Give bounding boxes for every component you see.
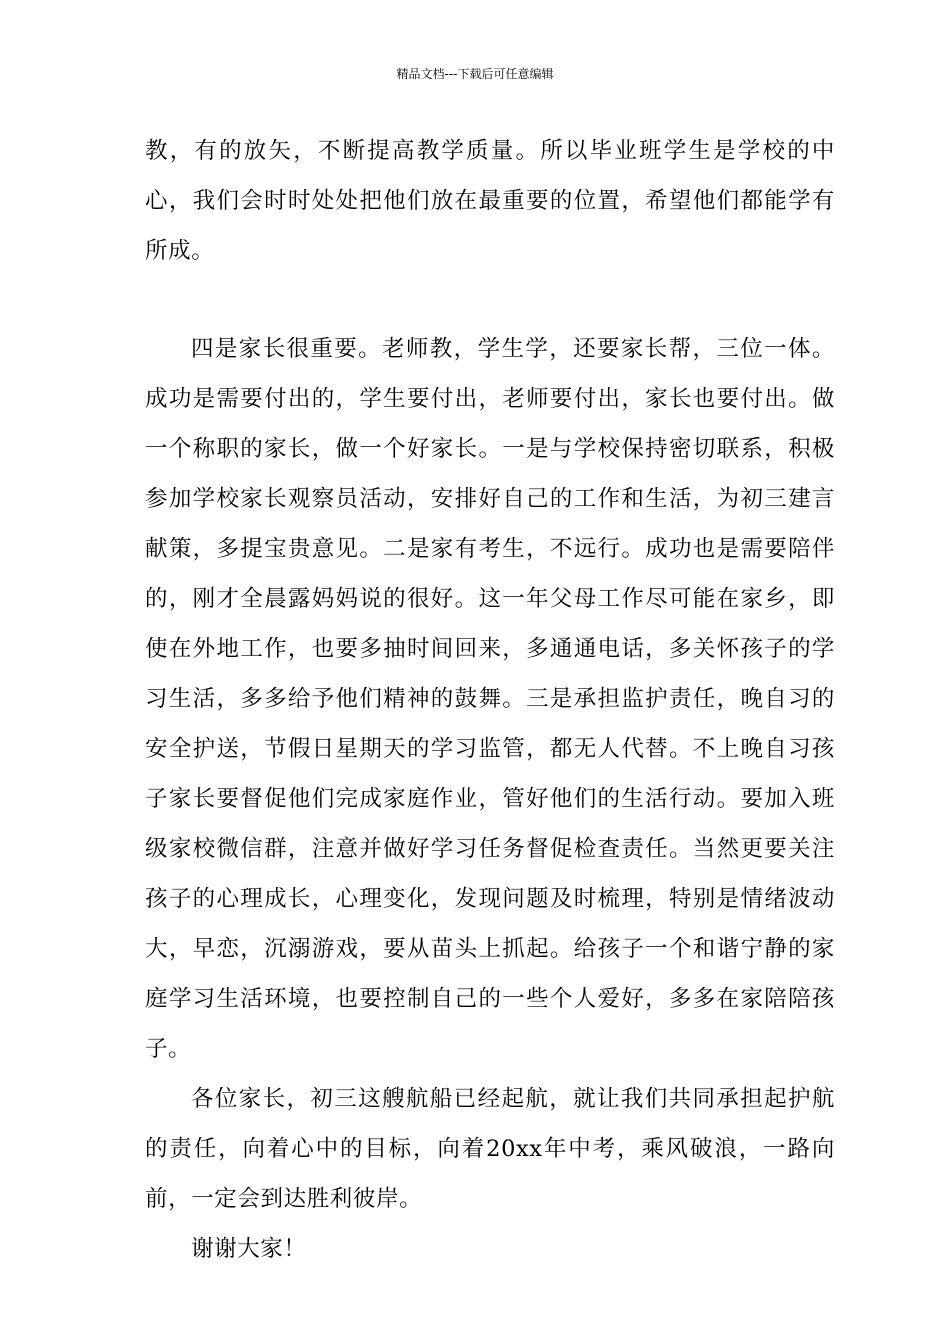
paragraph-continuation: 教，有的放矢，不断提高教学质量。所以毕业班学生是学校的中心，我们会时时处处把他们放在最重要的位置，希望他们都能学有所成。	[145, 138, 835, 264]
paragraph-closing-appeal: 各位家长，初三这艘航船已经起航，就让我们共同承担起护航的责任，向着心中的目标，向着20xx年中考，乘风破浪，一路向前，一定会到达胜利彼岸。	[145, 1086, 835, 1212]
page-header: 精品文档---下载后可任意编辑	[396, 67, 554, 81]
paragraph-parents-role: 四是家长很重要。老师教，学生学，还要家长帮，三位一体。成功是需要付出的，学生要付出，老师要付出，家长也要付出。做一个称职的家长，做一个好家长。一是与学校保持密切联系，积极参加学校家长观察员活动，安排好自己的工作和生活，为初三建言献策，多提宝贵意见。二是家有考生，不远行。成功也是需要陪伴的，刚才全晨露妈妈说的很好。这一年父母工作尽可能在家乡，即使在外地工作，也要多抽时间回来，多通通电话，多关怀孩子的学习生活，多多给予他们精神的鼓舞。三是承担监护责任，晚自习的安全护送，节假日星期天的学习监管，都无人代替。不上晚自习孩子家长要督促他们完成家庭作业，管好他们的生活行动。要加入班级家校微信群，注意并做好学习任务督促检查责任。当然更要关注孩子的心理成长，心理变化，发现问题及时梳理，特别是情绪波动大，早恋，沉溺游戏，要从苗头上抓起。给孩子一个和谐宁静的家庭学习生活环境，也要控制自己的一些个人爱好，多多在家陪陪孩子。	[145, 336, 835, 1062]
document-body	[145, 126, 835, 1274]
paragraph-thanks: 谢谢大家！	[191, 1236, 307, 1262]
